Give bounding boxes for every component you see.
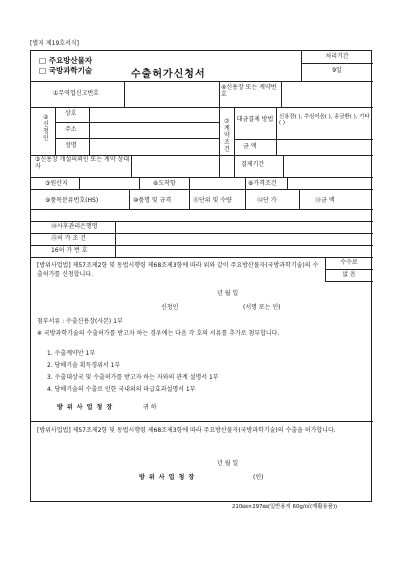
applicant-label: ② 신청인 <box>43 114 49 142</box>
company-label: 상호 <box>65 110 77 117</box>
payment-period-label: 결제기간 <box>241 161 265 168</box>
permit-conditions-label: ⑮허 가 조 건 <box>51 235 86 242</box>
footer-paper-spec: 210㎜×297㎜(일반용지 60g/㎡(재활용품)) <box>232 504 338 510</box>
addressee: 방 위 사 업 청 장 <box>57 404 114 411</box>
title-line1: □ 주요방산물자 <box>39 56 93 65</box>
address-label: 주소 <box>65 126 77 133</box>
permit-text: [방위사업법] 제57조제2항 및 동법시행령 제68조제3항에 따라 주요방산물자(국방과학기술)의 수출을 허가합니다. <box>37 427 336 434</box>
permit-seal: (인) <box>253 474 264 481</box>
origin-label: ③원산지 <box>45 180 68 187</box>
permit-no-label: 16허 가 번 호 <box>51 247 88 254</box>
destination-label: ⑥도착항 <box>153 180 176 187</box>
applicant-sign: (서명 또는 인) <box>243 304 281 311</box>
attachment-item: 4. 당해기술의 수출로 인한 국내외의 파급효과설명서 1부 <box>47 386 196 393</box>
title-line2: □ 국방과학기술 <box>39 66 93 75</box>
attachment-item: 1. 수출계약안 1부 <box>47 350 96 357</box>
unit-price-header: ⑫단 가 <box>257 197 277 204</box>
unit-qty-header: ⑪단위 및 수량 <box>193 197 232 204</box>
attachments-note: ※ 국방과학기술의 수출허가를 받고자 하는 경우에는 다음 각 호의 서류를 추가로 첨부합니다. <box>37 330 280 337</box>
processing-label: 처리기간 <box>325 53 349 60</box>
item-spec-header: ⑩품명 및 규격 <box>133 197 172 204</box>
applicant-sign-label: 신청인 <box>161 304 179 311</box>
attachments-title: 첨부서류 : 수출신용장(사본) 1부 <box>37 318 123 325</box>
trade-reg-no-label: ①무역업신고번호 <box>53 90 99 97</box>
application-text: [방위사업법] 제57조제2항 및 동법시행령 제68조제3항에 따라 위와 같이 주요방산물자(국방과학기술)의 수출허가를 신청합니다. <box>37 262 319 278</box>
application-date: 년 월 일 <box>217 290 239 297</box>
permit-date: 년 월 일 <box>217 460 239 467</box>
total-amount-header: ⑬금 액 <box>315 197 335 204</box>
lc-bank-label: ⑤신용장 개설의뢰인 또는 계약 상대자 <box>35 156 130 170</box>
attachment-item: 3. 수출대상국 및 수출허가를 받고자 하는 자와의 관계 설명서 1부 <box>47 374 219 381</box>
page-title: 수출허가신청서 <box>131 69 206 80</box>
payment-method-label: 대금결제 방법 <box>236 116 274 123</box>
price-terms-label: ⑧가격조건 <box>248 180 277 187</box>
fee-label: 수수료 <box>340 259 358 266</box>
addressee-suffix: 귀 하 <box>143 404 157 411</box>
attachment-item: 2. 당해기술 획득경위서 1부 <box>47 362 121 369</box>
permit-signer: 방 위 사 업 청 장 <box>139 474 196 481</box>
fee-value: 없 음 <box>342 271 356 278</box>
payment-options: 신용장( ), 추심어음( ), 송금환( ), 기타( ) <box>279 114 370 127</box>
export-permit-form <box>30 50 372 502</box>
amount-label: 금 액 <box>243 143 257 150</box>
item-code-header: ⑨품목분류번호(HS) <box>45 197 99 204</box>
processing-value: 9일 <box>332 67 342 74</box>
post-bank-label: ⑭사후관리은행명 <box>51 223 98 230</box>
contract-terms-label: ⑦ 계약조건 <box>224 118 230 153</box>
name-label: 성명 <box>65 142 77 149</box>
form-number: [별지 제19호서식] <box>30 40 79 47</box>
contract-no-label: ④신용장 또는 계약번호 <box>221 84 277 98</box>
